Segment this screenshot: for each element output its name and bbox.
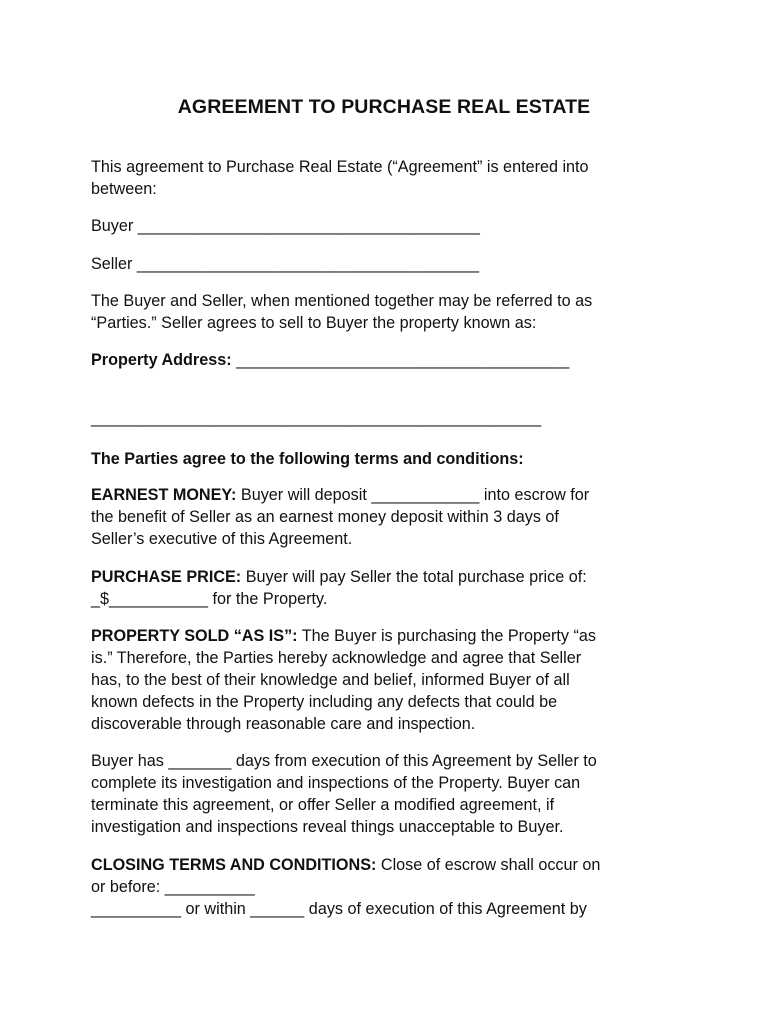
- buyer-field-line: Buyer ______________________________________: [91, 217, 480, 235]
- earnest-money-paragraph: [91, 484, 691, 550]
- asis-line-5: discoverable through reasonable care and inspection.: [91, 715, 476, 733]
- closing-line-2: or before: __________: [91, 878, 255, 896]
- inspection-line-3: terminate this agreement, or offer Seller a modified agreement, if: [91, 796, 555, 814]
- document-title: AGREEMENT TO PURCHASE REAL ESTATE: [177, 96, 591, 118]
- inspection-line-2: complete its investigation and inspections of the Property. Buyer can: [91, 774, 581, 792]
- earnest-line-1-text: Buyer will deposit ____________ into escrow for: [236, 486, 590, 504]
- parties-paragraph: [91, 290, 691, 334]
- asis-line-4: known defects in the Property including any defects that could be: [91, 693, 558, 711]
- asis-line-3: has, to the best of their knowledge and belief, informed Buyer of all: [91, 671, 570, 689]
- earnest-line-2: the benefit of Seller as an earnest money deposit within 3 days of: [91, 508, 559, 526]
- closing-line-3: __________ or within ______ days of execution of this Agreement by: [91, 900, 587, 918]
- property-address-second-line: __________________________________________________: [91, 409, 542, 427]
- parties-line-2: “Parties.” Seller agrees to sell to Buyer the property known as:: [91, 314, 537, 332]
- price-line-1: [91, 566, 691, 588]
- seller-field-line: Seller ______________________________________: [91, 255, 479, 273]
- price-line-2: _$___________ for the Property.: [91, 590, 328, 608]
- purchase-price-paragraph: [91, 566, 691, 610]
- inspection-paragraph: [91, 750, 691, 838]
- closing-terms-label: CLOSING TERMS AND CONDITIONS:: [91, 856, 377, 874]
- earnest-line-3: Seller’s executive of this Agreement.: [91, 530, 353, 548]
- asis-line-1-text: The Buyer is purchasing the Property “as: [297, 627, 596, 645]
- purchase-price-label: PURCHASE PRICE:: [91, 568, 242, 586]
- inspection-line-1: Buyer has _______ days from execution of this Agreement by Seller to: [91, 752, 597, 770]
- intro-line-1: This agreement to Purchase Real Estate (“Agreement” is entered into: [91, 158, 589, 176]
- property-address-label: Property Address:: [91, 351, 232, 369]
- asis-line-2: is.” Therefore, the Parties hereby acknowledge and agree that Seller: [91, 649, 582, 667]
- as-is-label: PROPERTY SOLD “AS IS”:: [91, 627, 298, 645]
- earnest-money-label: EARNEST MONEY:: [91, 486, 237, 504]
- price-line-1-text: Buyer will pay Seller the total purchase price of:: [241, 568, 587, 586]
- asis-line-1: [91, 625, 691, 647]
- closing-line-1: [91, 854, 691, 876]
- closing-line-1-text: Close of escrow shall occur on: [376, 856, 601, 874]
- property-address-line: [91, 349, 691, 371]
- terms-heading: The Parties agree to the following terms and conditions:: [91, 450, 524, 468]
- closing-terms-paragraph: [91, 854, 691, 920]
- earnest-line-1: [91, 484, 691, 506]
- property-address-blank: _____________________________________: [231, 351, 570, 369]
- as-is-paragraph: [91, 625, 691, 735]
- inspection-line-4: investigation and inspections reveal things unacceptable to Buyer.: [91, 818, 564, 836]
- parties-line-1: The Buyer and Seller, when mentioned together may be referred to as: [91, 292, 593, 310]
- intro-paragraph: [91, 156, 691, 200]
- intro-line-2: between:: [91, 180, 157, 198]
